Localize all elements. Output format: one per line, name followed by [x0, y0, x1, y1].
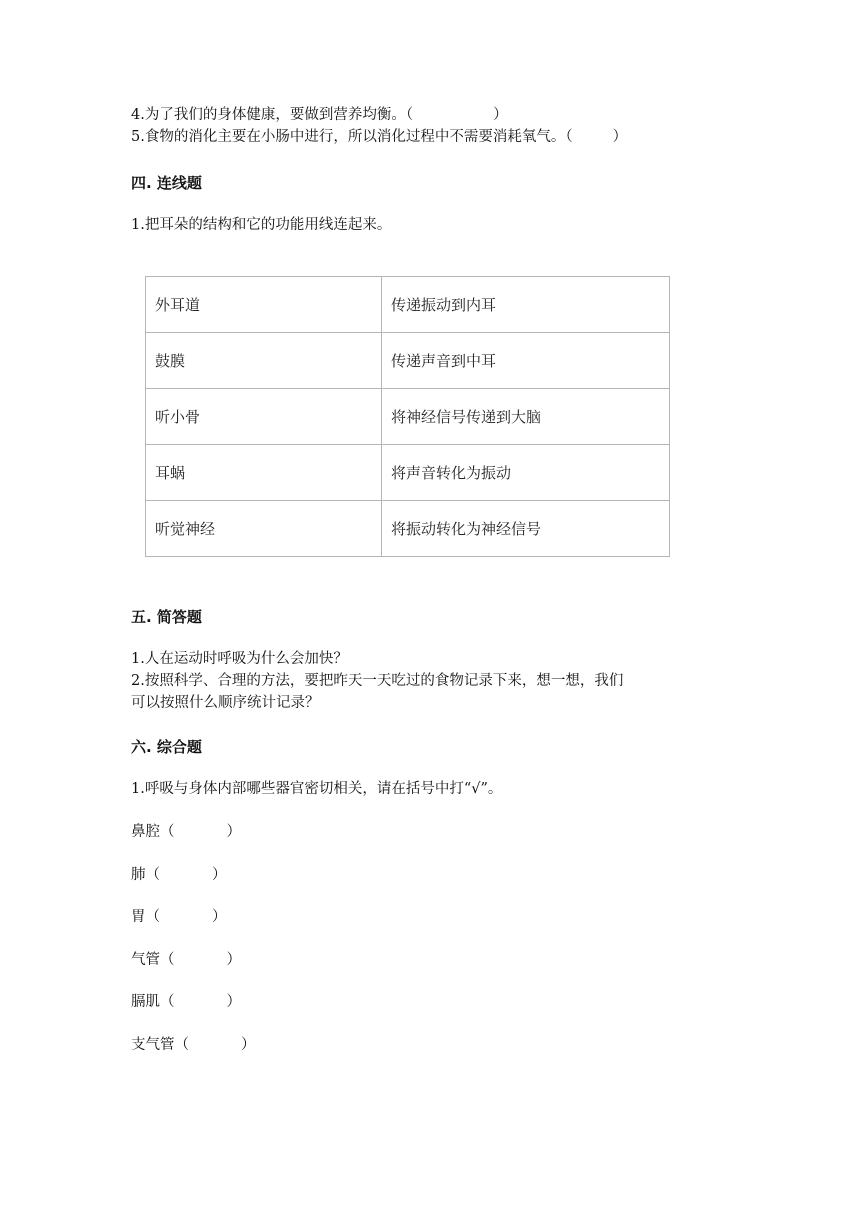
ear-structure-cell[interactable]: 耳蜗: [146, 445, 382, 501]
organ-option-diaphragm: [131, 990, 241, 1011]
short-answer-question-1: 1.人在运动时呼吸为什么会加快？: [131, 651, 348, 667]
table-row: [146, 389, 670, 445]
organ-label: 鼻腔（: [131, 824, 175, 840]
organ-option-trachea: [131, 948, 241, 969]
ear-matching-table: [145, 276, 670, 557]
organ-label: 肺（: [131, 867, 160, 883]
ear-structure-cell[interactable]: 听觉神经: [146, 501, 382, 557]
organ-option-nasal-cavity: [131, 820, 241, 841]
short-answer-question-2-line-1: 2.按照科学、合理的方法，要把昨天一天吃过的食物记录下来，想一想，我们: [131, 673, 624, 689]
judgement-item-text: 5.食物的消化主要在小肠中进行，所以消化过程中不需要消耗氧气。（: [131, 129, 573, 145]
table-row: [146, 277, 670, 333]
organ-close: ）: [212, 867, 227, 883]
judgement-item-text: 4.为了我们的身体健康，要做到营养均衡。（: [131, 107, 414, 123]
organ-close: ）: [212, 909, 227, 925]
organ-label: 胃（: [131, 909, 160, 925]
organ-label: 支气管（: [131, 1037, 189, 1053]
organ-label: 膈肌（: [131, 994, 175, 1010]
ear-function-cell[interactable]: 将振动转化为神经信号: [382, 501, 670, 557]
table-row: [146, 333, 670, 389]
short-answer-question-2-line-2: 可以按照什么顺序统计记录？: [131, 695, 320, 711]
section-heading-comprehensive: 六. 综合题: [131, 738, 202, 756]
ear-structure-cell[interactable]: 鼓膜: [146, 333, 382, 389]
judgement-item-4: [131, 104, 508, 126]
table-row: [146, 445, 670, 501]
table-row: [146, 501, 670, 557]
organ-option-bronchus: [131, 1033, 256, 1054]
section-heading-short-answer: 五. 简答题: [131, 608, 202, 626]
judgement-item-close: ）: [612, 129, 628, 145]
organ-close: ）: [241, 1037, 256, 1053]
organ-close: ）: [226, 952, 241, 968]
organ-label: 气管（: [131, 952, 175, 968]
organ-option-lung: [131, 863, 227, 884]
judgement-item-close: ）: [493, 107, 508, 123]
organ-option-stomach: [131, 905, 227, 926]
ear-structure-cell[interactable]: 听小骨: [146, 389, 382, 445]
ear-function-cell[interactable]: 将声音转化为振动: [382, 445, 670, 501]
judgement-item-5: [131, 126, 627, 148]
ear-function-cell[interactable]: 传递振动到内耳: [382, 277, 670, 333]
organ-close: ）: [226, 824, 241, 840]
ear-structure-cell[interactable]: 外耳道: [146, 277, 382, 333]
matching-question: 1.把耳朵的结构和它的功能用线连起来。: [131, 217, 392, 233]
ear-function-cell[interactable]: 传递声音到中耳: [382, 333, 670, 389]
section-heading-matching: 四. 连线题: [131, 174, 202, 192]
comprehensive-question: 1.呼吸与身体内部哪些器官密切相关，请在括号中打“√”。: [131, 781, 503, 797]
ear-function-cell[interactable]: 将神经信号传递到大脑: [382, 389, 670, 445]
organ-close: ）: [226, 994, 241, 1010]
